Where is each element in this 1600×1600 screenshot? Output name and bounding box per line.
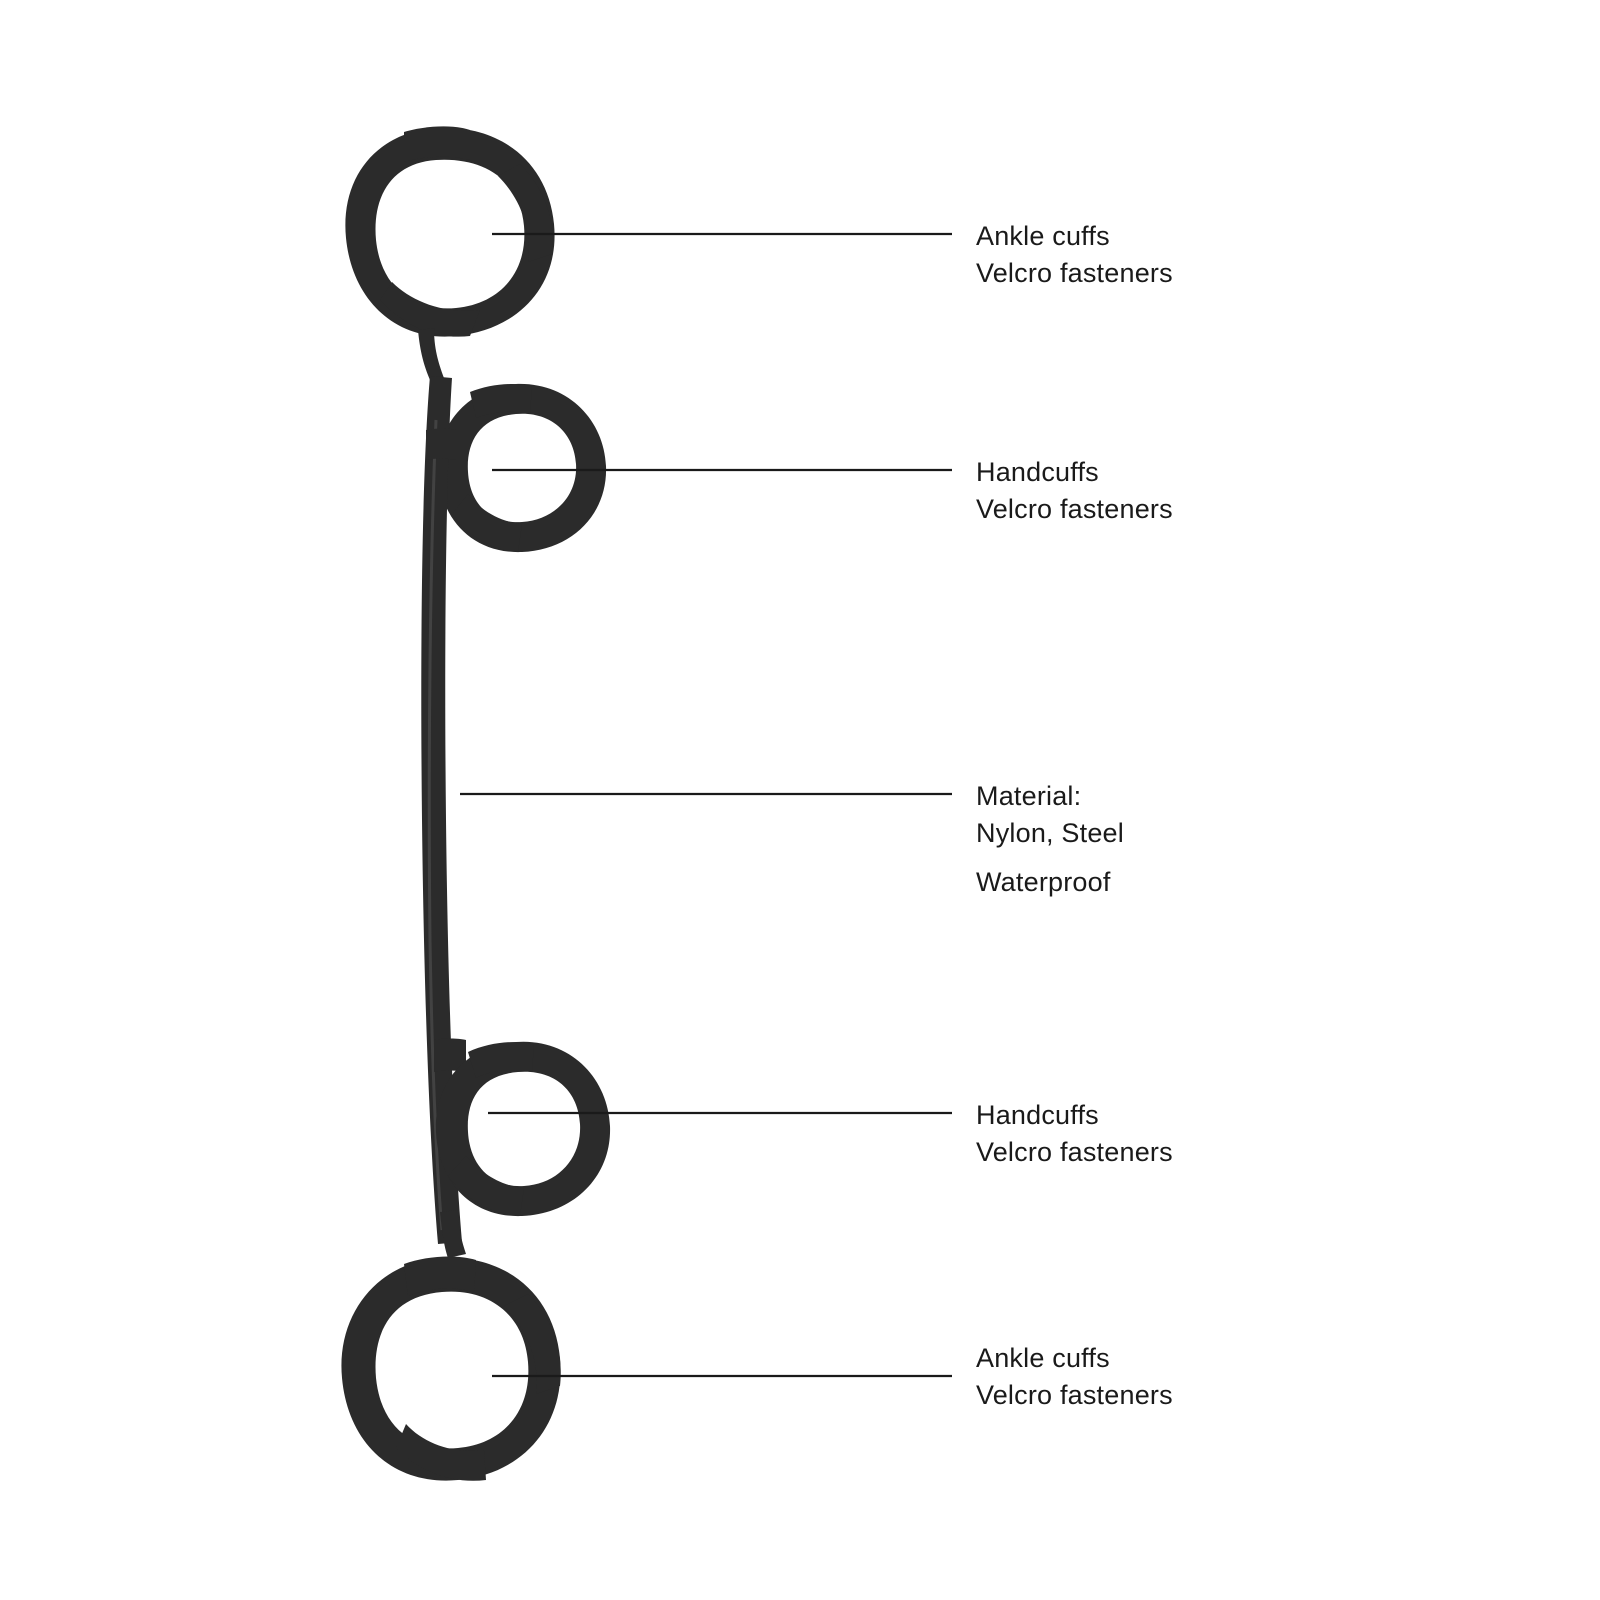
callout-ankle-cuffs-top-line1: Ankle cuffs [976, 221, 1110, 251]
callout-handcuffs-upper-line2: Velcro fasteners [976, 494, 1173, 524]
callout-material-line1: Material: [976, 781, 1082, 811]
handcuff-upper-graphic [438, 384, 606, 552]
strap-buckle-upper [426, 429, 456, 461]
callout-handcuffs-upper-line1: Handcuffs [976, 457, 1099, 487]
callout-ankle-cuffs-bottom-line1: Ankle cuffs [976, 1343, 1110, 1373]
callout-ankle-cuffs-top-line2: Velcro fasteners [976, 258, 1173, 288]
callout-ankle-cuffs-bottom-line2: Velcro fasteners [976, 1380, 1173, 1410]
note-waterproof: Waterproof [976, 867, 1111, 897]
connector-bottom [440, 1210, 466, 1258]
callout-handcuffs-lower-line2: Velcro fasteners [976, 1137, 1173, 1167]
restraint-product-graphic [341, 126, 610, 1480]
ankle-cuff-bottom-graphic [341, 1257, 560, 1481]
callout-handcuffs-upper [976, 454, 1173, 528]
ankle-cuff-top-graphic [345, 126, 554, 336]
callout-ankle-cuffs-bottom [976, 1340, 1173, 1414]
callout-ankle-cuffs-top [976, 218, 1173, 292]
callout-material [976, 778, 1124, 852]
callout-handcuffs-lower-line1: Handcuffs [976, 1100, 1099, 1130]
callout-material-line2: Nylon, Steel [976, 818, 1124, 848]
handcuff-lower-graphic [436, 1042, 610, 1216]
callout-handcuffs-lower [976, 1097, 1173, 1171]
